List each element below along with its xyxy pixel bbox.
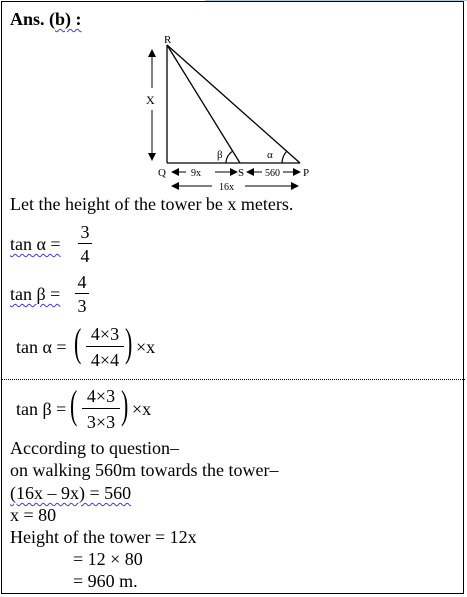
left-paren: ( bbox=[70, 382, 78, 427]
equation-result: = 960 m. bbox=[73, 571, 138, 591]
page-break-divider bbox=[2, 379, 465, 380]
label-height: X bbox=[146, 93, 155, 107]
tan-alpha-label bbox=[10, 234, 61, 254]
tan-beta-bar bbox=[75, 293, 89, 294]
label-Q: Q bbox=[158, 167, 166, 179]
tan-beta-lhs: tan β = bbox=[10, 284, 61, 304]
hypotenuse-RP bbox=[167, 45, 300, 163]
label-9x: 9x bbox=[191, 168, 201, 179]
tan-beta2-num: 4×3 bbox=[86, 386, 116, 406]
tan-beta2-rhs: ×x bbox=[132, 399, 152, 419]
equation-substitution: = 12 × 80 bbox=[73, 549, 143, 569]
equation-x: x = 80 bbox=[10, 505, 57, 525]
heading-option: b bbox=[55, 9, 66, 29]
right-paren: ) bbox=[125, 320, 133, 365]
left-paren: ( bbox=[74, 320, 82, 365]
label-beta: β bbox=[217, 149, 223, 161]
alpha-arc bbox=[282, 151, 287, 163]
tan-alpha-den: 4 bbox=[80, 246, 90, 266]
label-16x: 16x bbox=[219, 182, 234, 193]
heading-prefix: Ans. ( bbox=[10, 9, 56, 29]
beta-arc bbox=[226, 151, 233, 163]
label-P: P bbox=[303, 167, 310, 179]
tan-beta-label bbox=[10, 284, 60, 304]
intro-line: Let the height of the tower be x meters. bbox=[10, 194, 294, 214]
tan-beta-den: 3 bbox=[77, 296, 87, 316]
tan-alpha2-num: 4×3 bbox=[90, 324, 120, 344]
tan-alpha2-label: tan α = bbox=[16, 337, 67, 357]
tan-beta2-den: 3×3 bbox=[86, 412, 116, 432]
label-alpha: α bbox=[267, 149, 273, 161]
heading-suffix: ) : bbox=[65, 9, 82, 29]
tan-alpha2-rhs: ×x bbox=[136, 337, 156, 357]
tan-alpha-lhs: tan α = bbox=[10, 234, 61, 254]
equation-difference bbox=[10, 483, 131, 503]
according-line: According to question– bbox=[10, 438, 179, 458]
tan-beta2-bar bbox=[82, 408, 120, 409]
tan-beta-num: 4 bbox=[77, 272, 87, 292]
tan-beta2-label: tan β = bbox=[16, 399, 67, 419]
equation-difference-text: (16x – 9x) = 560 bbox=[10, 483, 132, 503]
tan-alpha-bar bbox=[78, 243, 92, 244]
equation-height: Height of the tower = 12x bbox=[10, 527, 197, 547]
tan-alpha2-den: 4×4 bbox=[90, 350, 120, 370]
tan-alpha-num: 3 bbox=[80, 222, 90, 242]
tower-diagram bbox=[0, 0, 467, 200]
tan-alpha2-bar bbox=[86, 346, 124, 347]
label-560: 560 bbox=[265, 168, 280, 179]
label-R: R bbox=[164, 34, 172, 46]
hypotenuse-RS bbox=[167, 45, 240, 163]
label-S: S bbox=[238, 167, 245, 179]
right-paren: ) bbox=[121, 382, 129, 427]
walking-line: on walking 560m towards the tower– bbox=[10, 460, 279, 480]
